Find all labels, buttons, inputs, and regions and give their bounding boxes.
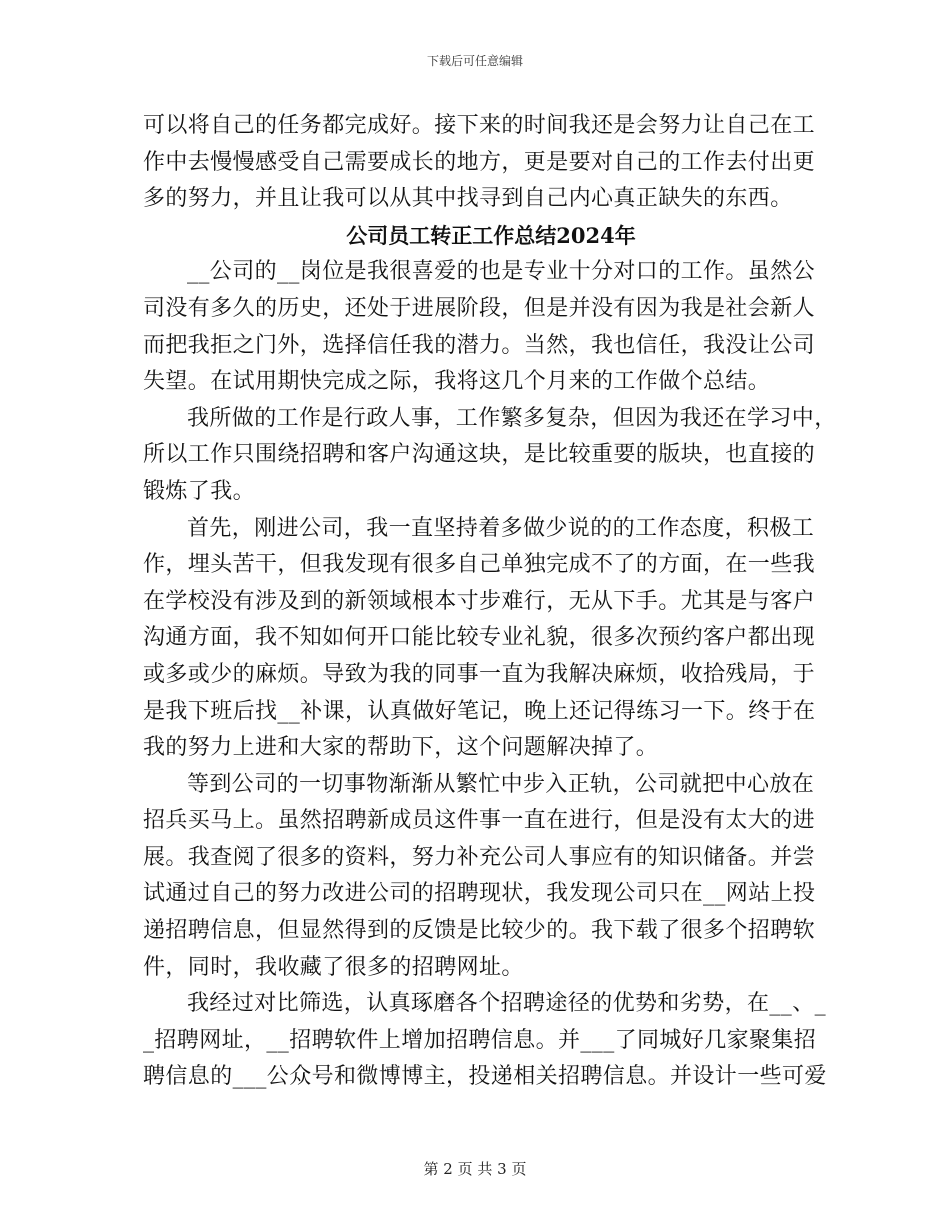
text-line: 而把我拒之门外，选择信任我的潜力。当然，我也信任，我没让公司 <box>143 332 816 358</box>
text-line: 展。我查阅了很多的资料，努力补充公司人事应有的知识储备。并尝 <box>143 844 816 870</box>
text-line: 所以工作只围绕招聘和客户沟通这块，是比较重要的版块，也直接的 <box>143 442 816 468</box>
text-line: 司没有多久的历史，还处于进展阶段，但是并没有因为我是社会新人 <box>143 295 816 321</box>
text-line: 可以将自己的任务都完成好。接下来的时间我还是会努力让自己在工 <box>143 113 816 138</box>
text-line: 我的努力上进和大家的帮助下，这个问题解决掉了。 <box>143 735 659 761</box>
paragraph-first-line: 等到公司的一切事物渐渐从繁忙中步入正轨，公司就把中心放在 <box>187 771 815 797</box>
page-footer: 第 2 页 共 3 页 <box>423 1160 527 1178</box>
paragraph-first-line: __公司的__岗位是我很喜爱的也是专业十分对口的工作。虽然公 <box>187 259 816 285</box>
paragraph-first-line: 我经过对比筛选，认真琢磨各个招聘途径的优势和劣势，在__、_ <box>187 991 827 1017</box>
text-line: 递招聘信息，但显然得到的反馈是比较少的。我下载了很多个招聘软 <box>143 918 816 944</box>
text-line: 聘信息的___公众号和微博博主，投递相关招聘信息。并设计一些可爱 <box>143 1064 827 1090</box>
text-line: 锻炼了我。 <box>143 478 256 504</box>
text-line: 试通过自己的努力改进公司的招聘现状，我发现公司只在__网站上投 <box>143 881 816 907</box>
text-line: 作，埋头苦干，但我发现有很多自己单独完成不了的方面，在一些我 <box>143 552 816 578</box>
paragraph-first-line: 我所做的工作是行政人事，工作繁多复杂，但因为我还在学习中， <box>187 405 837 431</box>
text-line: 作中去慢慢感受自己需要成长的地方，更是要对自己的工作去付出更 <box>143 149 816 175</box>
text-line: _招聘网址，__招聘软件上增加招聘信息。并___了同城好几家聚集招 <box>143 1027 817 1053</box>
text-line: 沟通方面，我不知如何开口能比较专业礼貌，很多次预约客户都出现 <box>143 625 816 651</box>
text-line: 或多或少的麻烦。导致为我的同事一直为我解决麻烦，收拾残局，于 <box>143 661 816 687</box>
text-line: 在学校没有涉及到的新领域根本寸步难行，无从下手。尤其是与客户 <box>143 588 816 614</box>
paragraph-first-line: 首先，刚进公司，我一直坚持着多做少说的的工作态度，积极工 <box>187 515 815 541</box>
text-line: 是我下班后找__补课，认真做好笔记，晚上还记得练习一下。终于在 <box>143 698 816 724</box>
text-line: 多的努力，并且让我可以从其中找寻到自己内心真正缺失的东西。 <box>143 186 793 212</box>
text-line: 失望。在试用期快完成之际，我将这几个月来的工作做个总结。 <box>143 369 771 395</box>
text-line: 件，同时，我收藏了很多的招聘网址。 <box>143 954 524 980</box>
text-line: 招兵买马上。虽然招聘新成员这件事一直在进行，但是没有太大的进 <box>143 808 816 834</box>
page-header: 下载后可任意编辑 <box>426 54 523 68</box>
document-body <box>143 108 837 1096</box>
section-title: 公司员工转正工作总结2024年 <box>346 222 636 248</box>
